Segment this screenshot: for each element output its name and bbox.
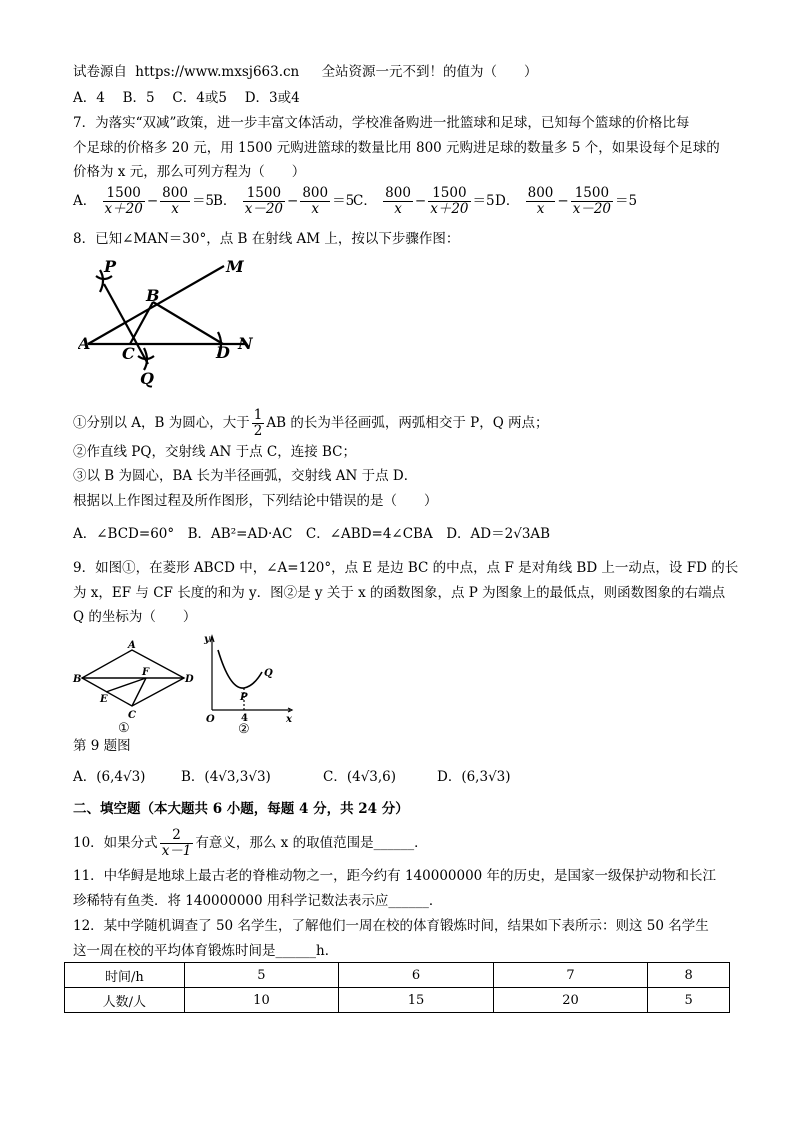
segment-bd — [153, 302, 223, 344]
q9-option-b: B．(4√3,3√3) — [181, 769, 271, 785]
q8-step3: ③以 B 为圆心，BA 长为半径画弧，交射线 AN 于点 D． — [73, 468, 418, 484]
table-cell: 15 — [339, 988, 494, 1013]
table-cell: 时间/h — [65, 963, 185, 988]
table-cell: 10 — [184, 988, 339, 1013]
q9-line3: Q 的坐标为（ ） — [73, 609, 197, 625]
table-cell: 5 — [648, 988, 730, 1013]
q7-option-c: C． $\frac{800}{x}$ − $\frac{1500}{x+20}$ ＝5 — [353, 185, 495, 217]
fig2-label-p: P — [240, 692, 248, 703]
q8-ask: 根据以上作图过程及所作图形，下列结论中错误的是（ ） — [73, 493, 438, 509]
table-cell: 6 — [339, 963, 494, 988]
label-a: A — [78, 334, 91, 353]
q7-option-a: A． $\frac{1500}{x+20}$ − $\frac{800}{x}$ ＝5 — [73, 185, 215, 217]
fig2-tick-4: 4 — [241, 713, 248, 724]
function-curve — [218, 650, 262, 688]
table-cell: 7 — [493, 963, 648, 988]
q8-options: A．∠BCD=60° B．AB²=AD·AC C．∠ABD=4∠CBA D．AD＝2√3AB — [73, 526, 551, 542]
q6-options: A．4 B．5 C．4或5 D．3或4 — [73, 90, 300, 106]
segment-bc — [130, 302, 153, 344]
fig2-label-o: O — [206, 714, 215, 725]
fig1-label-a: A — [128, 640, 136, 651]
q7-line3: 价格为 x 元，那么可列方程为（ ） — [73, 164, 306, 180]
label-d: D — [216, 343, 230, 362]
header-line — [73, 63, 538, 81]
table-row — [65, 988, 730, 1013]
q9-option-c: C．(4√3,6) — [323, 769, 397, 785]
section-2-title: 二、填空题（本大题共 6 小题，每题 4 分，共 24 分） — [73, 801, 409, 817]
fig2-label-x: x — [286, 714, 292, 725]
q11-line2: 珍稀特有鱼类．将 140000000 用科学记数法表示应______． — [73, 893, 443, 909]
table-cell: 8 — [648, 963, 730, 988]
label-c: C — [122, 344, 135, 363]
fig1-label-e: E — [100, 694, 108, 705]
q8-step2: ②作直线 PQ，交射线 AN 于点 C，连接 BC； — [73, 444, 356, 460]
table-cell: 20 — [493, 988, 648, 1013]
label-q: Q — [140, 369, 154, 388]
q7-option-d: D． $\frac{800}{x}$ − $\frac{1500}{x-20}$ ＝5 — [495, 185, 638, 217]
q9-option-d: D．(6,3√3) — [437, 769, 511, 785]
arc-p2 — [100, 270, 103, 292]
table-cell: 人数/人 — [65, 988, 185, 1013]
label-n: N — [238, 334, 253, 353]
q7-option-b: B． $\frac{1500}{x-20}$ − $\frac{800}{x}$ ＝5 — [213, 185, 355, 217]
fig2-label-y: y — [204, 634, 210, 645]
q8-step1: ①分别以 A，B 为圆心，大于 $\frac{1}{2}$ AB 的长为半径画弧，两弧相交于 P，Q 两点； — [73, 407, 549, 439]
fig1-number: ① — [118, 721, 130, 736]
q9-figure-2 — [200, 632, 296, 738]
q11-line1: 11．中华鲟是地球上最古老的脊椎动物之一，距今约有 140000000 年的历史，是国家一级保护动物和长江 — [73, 868, 717, 884]
q10: 10．如果分式 $\frac{2}{x-1}$ 有意义，那么 x 的取值范围是______． — [73, 827, 428, 859]
q9-caption: 第 9 题图 — [73, 738, 131, 754]
q9-line2: 为 x，EF 与 CF 长度的和为 y．图②是 y 关于 x 的函数图象，点 P 为图象上的最低点，则函数图象的右端点 — [73, 585, 726, 601]
label-m: M — [226, 257, 244, 276]
header-slogan: 全站资源一元不到！的值为（ ） — [321, 64, 538, 80]
header-source: 试卷源自 — [73, 64, 127, 80]
q7-line2: 个足球的价格多 20 元，用 1500 元购进篮球的数量比用 800 元购进足球的数量多 5 个，如果设每个足球的 — [73, 140, 720, 156]
label-b: B — [146, 286, 160, 305]
q8-figure — [78, 252, 268, 394]
q7-line1: 7．为落实“双减”政策，进一步丰富文体活动，学校准备购进一批篮球和足球，已知每个篮球的价格比每 — [73, 115, 690, 131]
fig1-label-c: C — [128, 710, 136, 721]
fig2-number: ② — [238, 722, 250, 737]
q12-table — [64, 962, 730, 1013]
q8-line1: 8．已知∠MAN＝30°，点 B 在射线 AM 上，按以下步骤作图： — [73, 231, 460, 247]
table-row — [65, 963, 730, 988]
label-p: P — [104, 257, 117, 276]
q12-line1: 12．某中学随机调查了 50 名学生，了解他们一周在校的体育锻炼时间，结果如下表所示：则这 50 名学生 — [73, 918, 709, 934]
q9-figure-1 — [72, 638, 202, 736]
header-url[interactable]: https://www.mxsj663.cn — [135, 64, 300, 80]
fig2-label-q: Q — [264, 668, 273, 679]
fig1-label-f: F — [142, 667, 150, 678]
fig1-label-b: B — [73, 674, 82, 685]
fig1-label-d: D — [185, 674, 194, 685]
q12-line2: 这一周在校的平均体育锻炼时间是______h． — [73, 943, 339, 959]
q9-line1: 9．如图①，在菱形 ABCD 中，∠A=120°，点 E 是边 BC 的中点，点 F 是对角线 BD 上一动点，设 FD 的长 — [73, 560, 739, 576]
q9-option-a: A．(6,4√3) — [73, 769, 146, 785]
table-cell: 5 — [184, 963, 339, 988]
